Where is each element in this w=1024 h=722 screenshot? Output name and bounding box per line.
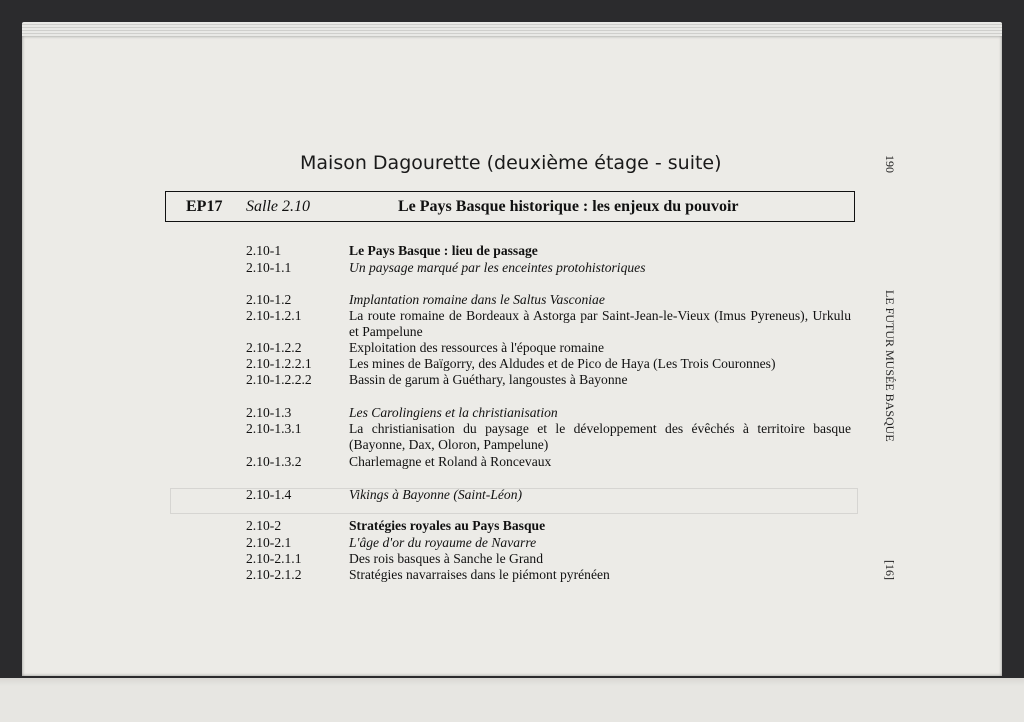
page-number: 190 bbox=[883, 155, 897, 173]
entry-number: 2.10-1.2.1 bbox=[246, 308, 302, 323]
entry-number: 2.10-2.1.2 bbox=[246, 567, 302, 582]
entry-text: Charlemagne et Roland à Roncevaux bbox=[349, 454, 552, 469]
page-title-text: Maison Dagourette (deuxième étage - suite) bbox=[300, 152, 722, 174]
entry-number: 2.10-2 bbox=[246, 518, 282, 533]
entry-text: La route romaine de Bordeaux à Astorga par Saint-Jean-le-Vieux (Imus Pyreneus), Urkulu et Pampelune bbox=[349, 308, 851, 339]
entry-number: 2.10-1.2.2.2 bbox=[246, 372, 312, 387]
entry-text: Les mines de Baïgorry, des Aldudes et de Pico de Haya (Les Trois Couronnes) bbox=[349, 356, 776, 371]
room-label: Salle 2.10 bbox=[246, 198, 310, 215]
entry-text: La christianisation du paysage et le développement des évêchés à territoire basque (Bayonne, Dax, Oloron, Pampelune) bbox=[349, 421, 851, 452]
entry-text: Le Pays Basque : lieu de passage bbox=[349, 243, 538, 258]
entry-number: 2.10-1.3.1 bbox=[246, 421, 302, 436]
entry-text: Exploitation des ressources à l'époque romaine bbox=[349, 340, 604, 355]
entry-text: Stratégies navarraises dans le piémont pyrénéen bbox=[349, 567, 610, 582]
entry-number: 2.10-1.3.2 bbox=[246, 454, 302, 469]
entry-number: 2.10-1.2 bbox=[246, 292, 292, 307]
running-head: LE FUTUR MUSÉE BASQUE bbox=[883, 290, 897, 442]
entry-text: Les Carolingiens et la christianisation bbox=[349, 405, 558, 420]
entry-text: Des rois basques à Sanche le Grand bbox=[349, 551, 544, 566]
entry-text: Vikings à Bayonne (Saint-Léon) bbox=[349, 487, 523, 502]
entry-number: 2.10-2.1.1 bbox=[246, 551, 302, 566]
entry-number: 2.10-1 bbox=[246, 243, 282, 258]
entry-number: 2.10-1.4 bbox=[246, 487, 292, 502]
section-header-box bbox=[165, 191, 855, 222]
folio-number: [16] bbox=[883, 560, 897, 580]
entry-number: 2.10-1.3 bbox=[246, 405, 292, 420]
entry-text: Un paysage marqué par les enceintes protohistoriques bbox=[349, 260, 646, 275]
entry-number: 2.10-1.1 bbox=[246, 260, 292, 275]
entry-number: 2.10-1.2.2.1 bbox=[246, 356, 312, 371]
facing-page-edge bbox=[0, 678, 1024, 722]
entry-text: Bassin de garum à Guéthary, langoustes à Bayonne bbox=[349, 372, 628, 387]
entry-text: Stratégies royales au Pays Basque bbox=[349, 518, 546, 533]
entry-number: 2.10-1.2.2 bbox=[246, 340, 302, 355]
section-theme: Le Pays Basque historique : les enjeux du pouvoir bbox=[398, 198, 739, 215]
entry-number: 2.10-2.1 bbox=[246, 535, 292, 550]
entry-text: L'âge d'or du royaume de Navarre bbox=[349, 535, 537, 550]
section-code: EP17 bbox=[186, 198, 223, 215]
entry-text: Implantation romaine dans le Saltus Vasconiae bbox=[349, 292, 605, 307]
